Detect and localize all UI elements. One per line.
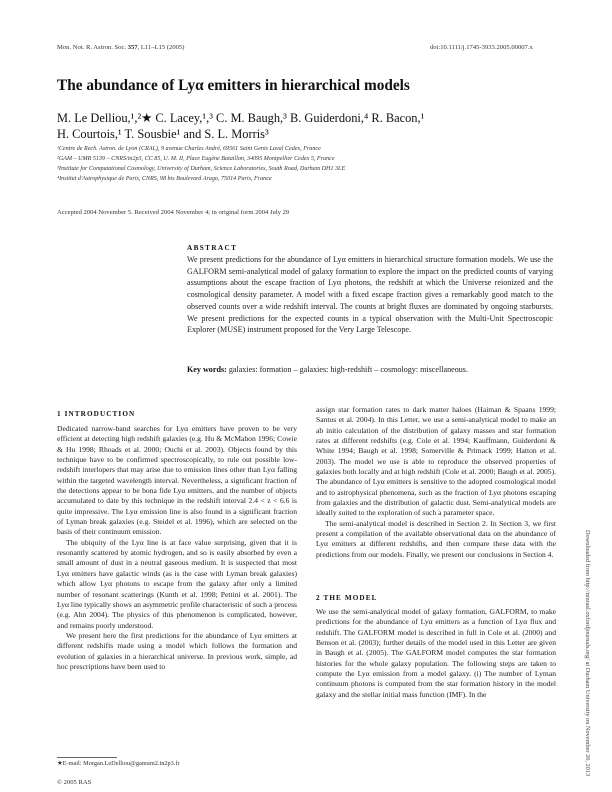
paper-title: The abundance of Lyα emitters in hierarchical models [57,77,410,94]
affiliation-2: ²GAM – UMR 5139 – CNRS/in2p3, CC 85, U. M. II, Place Eugène Bataillon, 34095 Montpellier Cedex 5, France [57,156,335,162]
intro-paragraph-1: Dedicated narrow-band searches for Lyα emitters have proven to be very efficient at detecting high redshift galaxies (e.g. Hu & McMahon 1996; Cowie & Hu 1998; Rhoads et al. 2000; Ouchi et al. 2003). Objects found by this technique have to be confirmed spectroscopically, to rule out possible low-redshift interlopers that may arise due to emission lines other than Lyα falling within the targeted wavelength interval. Nevertheless, a significant fraction of the detections appear to be bona fide Lyα emitters, and the number of objects accumulated to date by this technique in the redshift interval 2.4 < z < 6.6 is quite impressive. The Lyα emission line is also found in a significant fraction of Lyman break galaxies (e.g. Steidel et al. 1996), which are selected on the basis of their continuum emission. [57,424,297,537]
intro-paragraph-5: The semi-analytical model is described in Section 2. In Section 3, we first present a compilation of the available observational data on the abundance of Lyα emitters at different redshifts, and then compare these data with the predictions from our models. Finally, we present our conclusions in Section 4. [316,518,556,559]
keywords [187,365,553,374]
model-paragraph-1: We use the semi-analytical model of galaxy formation, GALFORM, to make predictions for the abundance of Lyα emitters as a function of Lyα flux and redshift. The GALFORM model is described in full in Cole et al. (2000) and Benson et al. (2003); further details of the model used in this Letter are given in Baugh et al. (2005). The GALFORM model computes the star formation histories for the whole galaxy population. The following steps are taken to compute the Lyα emission from a model galaxy. (i) The number of Lyman continuum photons is computed from the star formation history in the model galaxy and the stellar initial mass function (IMF). In the [316,607,556,699]
section-heading-model: 2 THE MODEL [316,594,378,602]
keywords-text: galaxies: formation – galaxies: high-redshift – cosmology: miscellaneous. [226,365,468,374]
abstract-heading: ABSTRACT [187,244,238,252]
model-column-2 [316,607,556,700]
author-line-1: M. Le Delliou,¹,²★ C. Lacey,¹,³ C. M. Baugh,³ B. Guiderdoni,⁴ R. Bacon,¹ [57,111,425,125]
intro-paragraph-4: assign star formation rates to dark matter haloes (Haiman & Spaans 1999; Santos et al. 2004). In this Letter, we use a semi-analytical model to make an ab initio calculation of the distribution of galaxy masses and star formation rates at different redshifts (e.g. Cole et al. 1994; Kauffmann, Guiderdoni & White 1994; Baugh et al. 1998; Somerville & Primack 1999; Hatton et al. 2003). The model we use is able to reproduce the observed properties of galaxies both locally and at high redshift (Cole et al. 2000; Baugh et al. 2005). The abundance of Lyα emitters is sensitive to the adopted cosmological model and to astrophysical phenomena, such as the fraction of Lyα photons escaping from galaxies and the distribution of galactic dust. Semi-analytical models are ideally suited to the exploration of such a parameter space. [316,405,556,518]
doi-link[interactable]: doi:10.1111/j.1745-3933.2005.00007.x [430,44,533,51]
intro-paragraph-3: We present here the first predictions for the abundance of Lyα emitters at different redshifts made using a model which follows the formation and evolution of galaxies in a hierarchical universe. In previous work, simple, ad hoc prescriptions have been used to [57,630,297,671]
footnote-rule [57,757,117,758]
keywords-label: Key words: [187,365,227,374]
download-side-note[interactable]: Downloaded from http://mnrasl.oxfordjournals.org/ at Durham University on November 26, 2013 [584,530,591,777]
copyright-notice: © 2005 RAS [57,779,92,786]
affiliation-3: ³Institute for Computational Cosmology, University of Durham, Science Laboratories, South Road, Durham DH1 3LE [57,166,346,172]
introduction-column-1 [57,424,297,672]
intro-paragraph-2: The ubiquity of the Lyα line is at face value surprising, given that it is resonantly scattered by atomic hydrogen, and so is easily absorbed by even a small amount of dust in a neutral gaseous medium. It is suspected that most Lyα emitters have galactic winds (as is the case with Lyman break galaxies) which allow Lyα photons to escape from the galaxy after only a limited number of resonant scatterings (Kunth et al. 1998; Pettini et al. 2001). The Lyα line typically shows an asymmetric profile characteristic of such a process (e.g. Ahn 2004). The physics of this phenomenon is complicated, however, and remains poorly understood. [57,537,297,630]
author-line-2: H. Courtois,¹ T. Sousbie¹ and S. L. Morris³ [57,127,269,141]
publication-dates: Accepted 2004 November 5. Received 2004 November 4; in original form 2004 July 29 [57,209,290,216]
footnote-email[interactable]: ★E-mail: Morgan.LeDelliou@gamum2.in2p3.fr [57,760,180,767]
abstract-text: We present predictions for the abundance of Lyα emitters in hierarchical structure formation models. We use the GALFORM semi-analytical model of galaxy formation to explore the impact on the predicted counts of varying assumptions about the escape fraction of Lyα photons, the redshift at which the Universe reionized and the cosmological density parameter. A model with a fixed escape fraction gives a remarkably good match to the observed counts over a wide redshift interval. The counts at bright fluxes are dominated by ongoing starbursts. We present predictions for the expected counts in a typical observation with the Multi-Unit Spectroscopic Explorer (MUSE) instrument proposed for the Very Large Telescope. [187,255,553,335]
affiliation-1: ¹Centre de Rech. Astron. de Lyon (CRAL), 9 avenue Charles André, 69561 Saint Genis Laval Cedex, France [57,146,321,152]
introduction-column-2 [316,405,556,560]
affiliation-4: ⁴Institut d'Astrophysique de Paris, CNRS, 98 bis Boulevard Arago, 75014 Paris, France [57,176,272,182]
journal-reference: Mon. Not. R. Astron. Soc. 357, L11–L15 (2005) [57,44,185,51]
section-heading-introduction: 1 INTRODUCTION [57,410,136,418]
journal-volume: 357 [127,44,138,51]
